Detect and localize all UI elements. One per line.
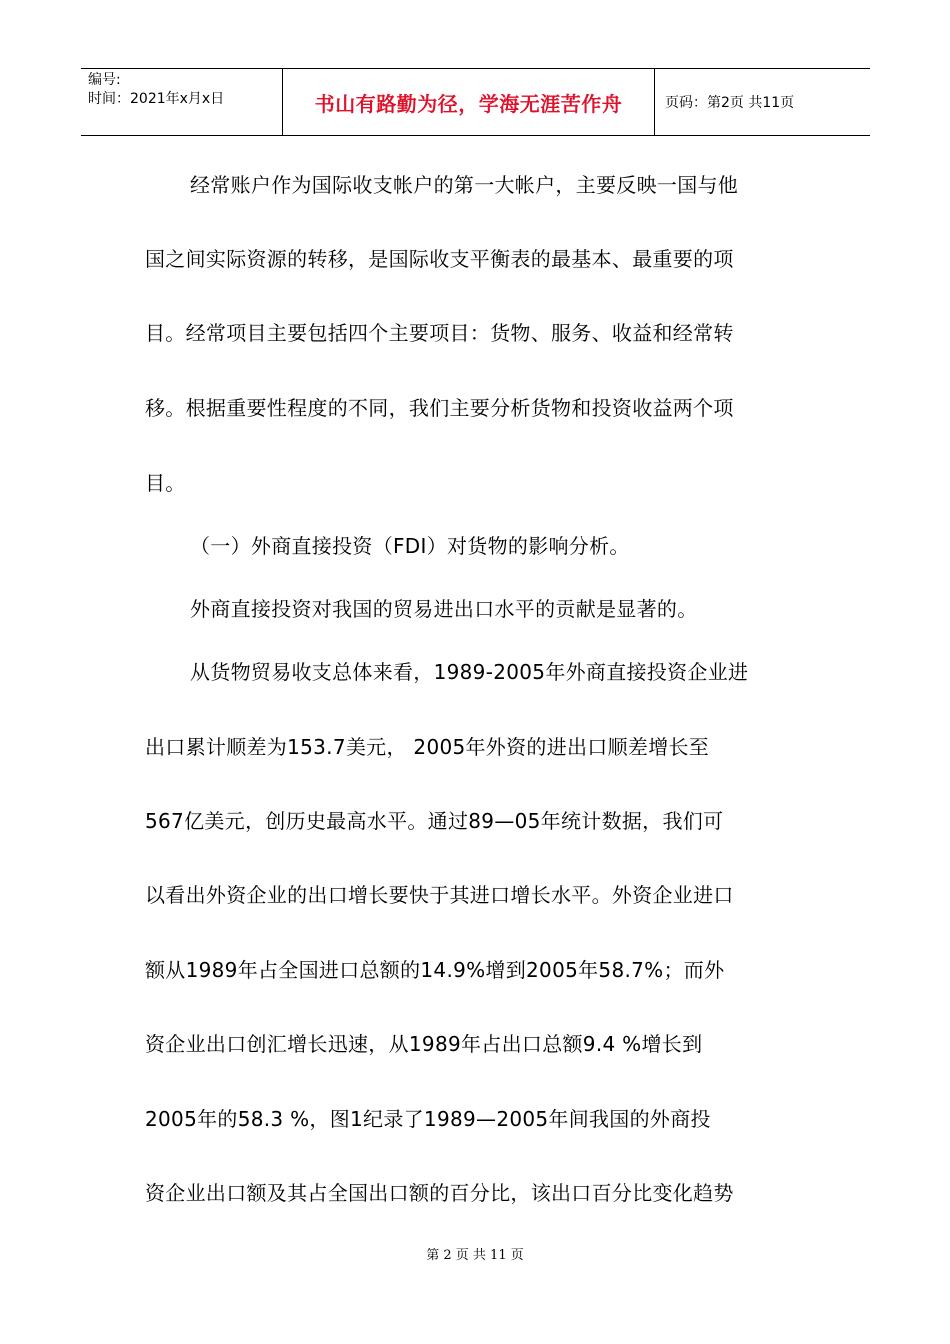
header-page-info: 页码：第2页 共11页 — [665, 95, 795, 111]
body-line: 出口累计顺差为153.7美元， 2005年外资的进出口顺差增长至 — [145, 735, 710, 759]
page-footer: 第 2 页 共 11 页 — [426, 1248, 524, 1263]
header-middle-cell — [282, 69, 655, 135]
document-number-label: 编号: — [88, 72, 121, 88]
body-line: 2005年的58.3 %，图1纪录了1989—2005年间我国的外商投 — [145, 1107, 711, 1131]
body-line: 567亿美元，创历史最高水平。通过89—05年统计数据，我们可 — [145, 809, 724, 833]
body-line: 从货物贸易收支总体来看，1989-2005年外商直接投资企业进 — [190, 660, 749, 684]
body-line: 额从1989年占全国进口总额的14.9%增到2005年58.7%；而外 — [145, 958, 725, 982]
body-line: 国之间实际资源的转移，是国际收支平衡表的最基本、最重要的项 — [145, 247, 734, 271]
body-line: 资企业出口额及其占全国出口额的百分比，该出口百分比变化趋势 — [145, 1181, 734, 1205]
header-right-cell — [655, 69, 870, 135]
body-line: 外商直接投资对我国的贸易进出口水平的贡献是显著的。 — [190, 597, 698, 621]
body-line: 目。 — [145, 471, 186, 495]
header-left-cell — [81, 69, 282, 135]
document-date-label: 时间：2021年x月x日 — [88, 91, 225, 107]
body-line: 以看出外资企业的出口增长要快于其进口增长水平。外资企业进口 — [145, 883, 734, 907]
section-heading: （一）外商直接投资（FDI）对货物的影响分析。 — [190, 534, 630, 558]
header-motto: 书山有路勤为径，学海无涯苦作舟 — [314, 92, 623, 116]
body-line: 资企业出口创汇增长迅速，从1989年占出口总额9.4 %增长到 — [145, 1032, 703, 1056]
body-line: 移。根据重要性程度的不同，我们主要分析货物和投资收益两个项 — [145, 396, 734, 420]
page-header — [81, 68, 870, 136]
body-line: 经常账户作为国际收支帐户的第一大帐户，主要反映一国与他 — [190, 173, 739, 197]
body-line: 目。经常项目主要包括四个主要项目：货物、服务、收益和经常转 — [145, 321, 734, 345]
